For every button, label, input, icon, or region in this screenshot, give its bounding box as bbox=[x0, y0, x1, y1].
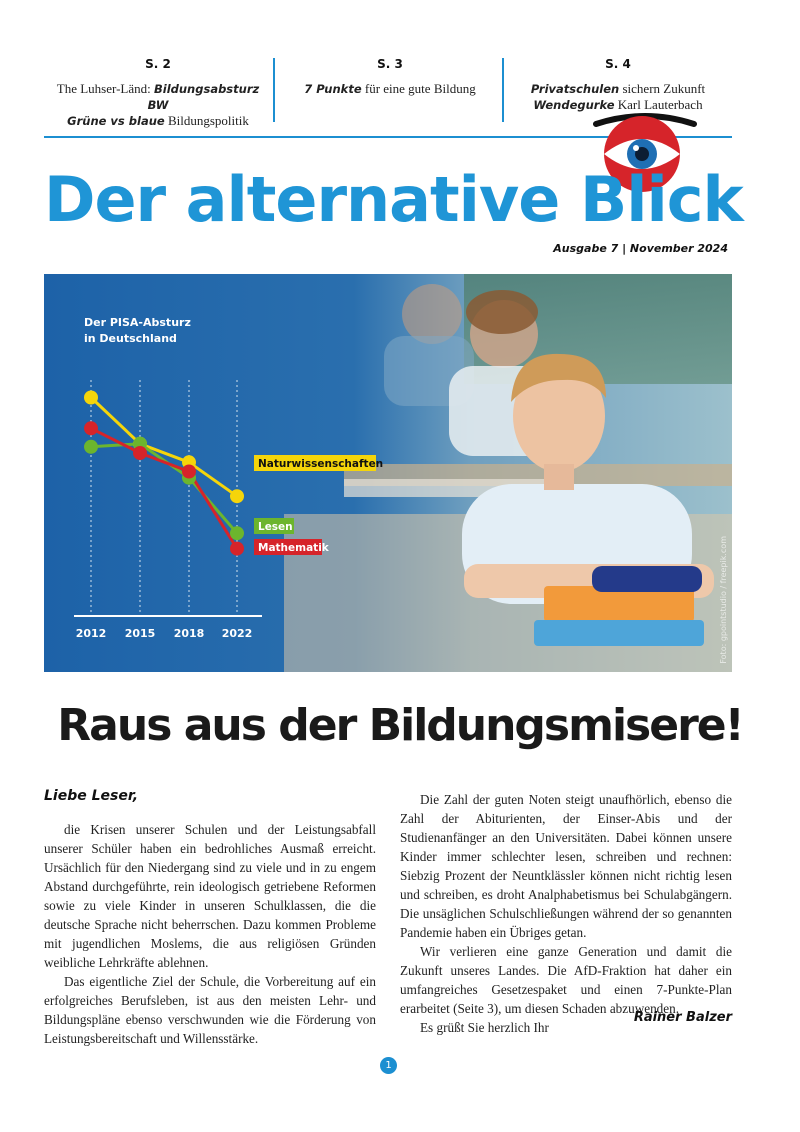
chart-subtitle: in Deutschland bbox=[84, 332, 177, 345]
x-tick-label: 2018 bbox=[173, 627, 205, 640]
teaser-page-number: S. 3 bbox=[377, 57, 403, 71]
paragraph: Das eigentliche Ziel der Schule, die Vorbereitung auf ein erfolgreiches Berufsleben, ist aus den meisten Lehr- und Bildungspläne ebenso verschwunden wie die Förderung von Leistungsbereitschaft und Willensstärke. bbox=[44, 974, 376, 1046]
hero-image bbox=[44, 274, 732, 672]
pisa-chart bbox=[44, 274, 384, 672]
data-point-naturwissenschaften bbox=[84, 391, 98, 405]
paragraph: Es grüßt Sie herzlich Ihr bbox=[420, 1020, 549, 1035]
data-point-lesen bbox=[230, 526, 244, 540]
paragraph: Wir verlieren eine ganze Generation und damit die Zukunft unseres Landes. Die AfD-Fraktion hat daher ein umfangreiches Gesetzespaket und einen 7-Punkte-Plan erarbeitet (Seite 3), um diesen Schaden abzuwenden. bbox=[400, 944, 732, 1016]
teaser-line: Grüne vs blaue Bildungspolitik bbox=[67, 113, 249, 128]
series-line-lesen bbox=[91, 444, 237, 533]
author-signature: Rainer Balzer bbox=[633, 1010, 732, 1025]
photo-credit: Foto: gpointstudio / freepik.com bbox=[719, 536, 728, 664]
data-point-naturwissenschaften bbox=[230, 489, 244, 503]
legend-label: Mathematik bbox=[258, 542, 329, 554]
data-point-mathematik bbox=[84, 421, 98, 435]
legend-label: Naturwissenschaften bbox=[258, 458, 384, 470]
x-tick-label: 2012 bbox=[75, 627, 107, 640]
teaser-page-4 bbox=[508, 56, 728, 113]
teaser-line: Privatschulen sichern Zukunft bbox=[530, 81, 706, 96]
data-point-lesen bbox=[84, 440, 98, 454]
data-point-mathematik bbox=[182, 465, 196, 479]
article-column-left bbox=[44, 820, 376, 1048]
legend-label: Lesen bbox=[258, 521, 293, 533]
paragraph: Die Zahl der guten Noten steigt unaufhörlich, ebenso die Zahl der Abiturienten, der Einser-Abis und der Studienanfänger an den Universitäten. Dabei können unsere Kinder immer schlechter lesen, schreiben und rechnen: Siebzig Prozent der Neuntklässler können nicht richtig lesen und schreiben, es droht Analphabetismus bei Schulabgängern. Die unsäglichen Schulschließungen während der so genannten Pandemie haben ein Übriges getan. bbox=[400, 792, 732, 940]
masthead-title: Der alternative Blick bbox=[44, 163, 743, 236]
data-point-mathematik bbox=[133, 446, 147, 460]
teaser-line: 7 Punkte für eine gute Bildung bbox=[304, 81, 476, 96]
teaser-line: The Luhser-Länd: Bildungsabsturz BW bbox=[56, 81, 260, 112]
issue-info: Ausgabe 7 | November 2024 bbox=[553, 242, 728, 255]
teaser-page-number: S. 4 bbox=[605, 57, 631, 71]
paragraph: die Krisen unserer Schulen und der Leistungsabfall unserer Schüler haben ein bedrohliches Ausmaß erreicht. Ursächlich für den Niedergang sind zu viele und in zu engem Abstand durchgeführte, rein ideologisch getriebene Reformen sowie zu viele Kinder in unseren Schulklassen, die die deutsche Sprache nicht beherrschen. Dazu kommen Probleme mit jugendlichen Moslems, die aus religiösen Gründen weibliche Lehrkräfte ablehnen. bbox=[44, 822, 376, 970]
article-headline: Raus aus der Bildungsmisere! bbox=[57, 700, 743, 751]
x-tick-label: 2015 bbox=[124, 627, 156, 640]
page-number: 1 bbox=[380, 1057, 397, 1074]
teaser-page-3 bbox=[280, 56, 500, 97]
teaser-line: Wendegurke Karl Lauterbach bbox=[533, 97, 703, 112]
chart-title: Der PISA-Absturz bbox=[84, 316, 191, 329]
column-divider bbox=[502, 58, 504, 122]
article-greeting: Liebe Leser, bbox=[44, 788, 139, 804]
x-tick-label: 2022 bbox=[221, 627, 253, 640]
data-point-mathematik bbox=[230, 542, 244, 556]
column-divider bbox=[273, 58, 275, 122]
teaser-page-number: S. 2 bbox=[145, 57, 171, 71]
teaser-page-2 bbox=[48, 56, 268, 129]
article-column-right bbox=[400, 790, 732, 1037]
